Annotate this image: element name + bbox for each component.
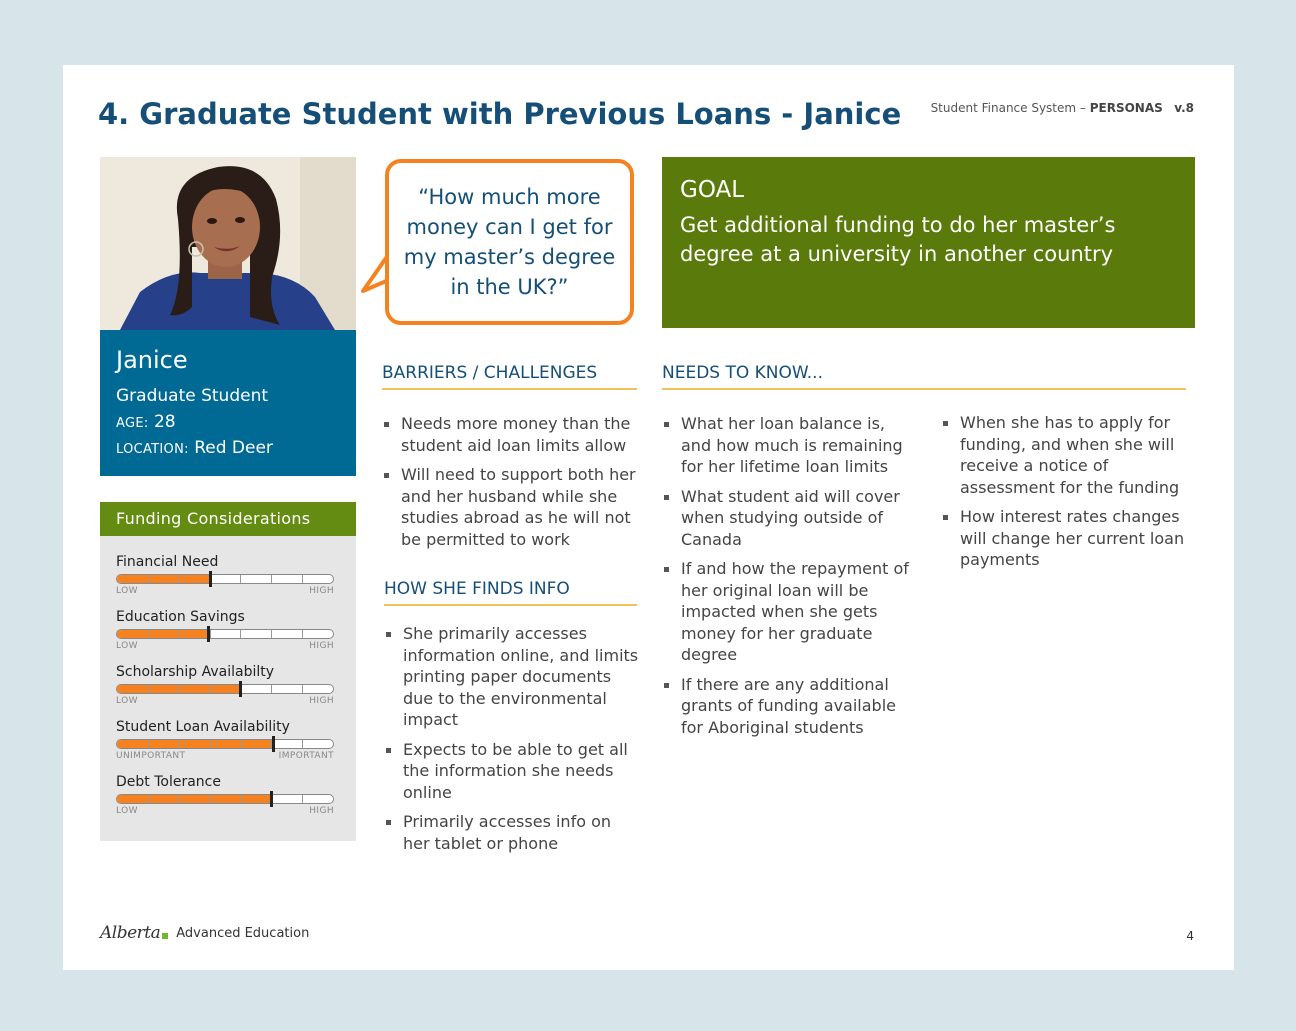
level-marker	[272, 736, 275, 752]
level-bar-tick	[240, 575, 241, 583]
scale-low-label: UNIMPORTANT	[116, 751, 186, 761]
list-item: What student aid will cover when studying outside of Canada	[662, 486, 910, 551]
level-marker	[207, 626, 210, 642]
needs-to-know-heading: NEEDS TO KNOW...	[662, 363, 1186, 390]
level-bar-tick	[210, 740, 211, 748]
level-bar-tick	[240, 630, 241, 638]
meta-section: PERSONAS	[1089, 101, 1163, 115]
persona-location	[116, 436, 340, 462]
level-bar-track	[116, 574, 334, 584]
goal-panel	[662, 157, 1195, 328]
scale-high-label: HIGH	[309, 806, 334, 816]
metric-name: Scholarship Availabilty	[116, 664, 275, 680]
level-bar-tick	[271, 685, 272, 693]
meta-version: v.8	[1174, 101, 1194, 115]
level-bar-fill	[117, 630, 208, 638]
scale-low-label: LOW	[116, 806, 138, 816]
barriers-heading: BARRIERS / CHALLENGES	[382, 363, 637, 390]
level-bar	[116, 574, 334, 584]
level-marker	[270, 791, 273, 807]
level-bar-tick	[302, 740, 303, 748]
metric-name: Debt Tolerance	[116, 774, 221, 790]
department-name: Advanced Education	[176, 925, 310, 941]
meta-prefix: Student Finance System –	[930, 101, 1090, 115]
scale-low-label: LOW	[116, 586, 138, 596]
level-bar-tick	[271, 630, 272, 638]
list-item: What her loan balance is, and how much is remaining for her lifetime loan limits	[662, 413, 910, 478]
list-item: Primarily accesses info on her tablet or phone	[384, 811, 642, 854]
metric-student-loan-availability	[116, 719, 334, 761]
level-bar-tick	[302, 575, 303, 583]
level-bar-tick	[240, 740, 241, 748]
alberta-logo	[100, 923, 309, 943]
age-label: AGE:	[116, 416, 149, 431]
level-bar-tick	[302, 630, 303, 638]
list-item: She primarily accesses information online, and limits printing paper documents due to the environmental impact	[384, 623, 642, 731]
level-bar	[116, 794, 334, 804]
level-bar-tick	[148, 795, 149, 803]
list-item: Will need to support both her and her husband while she studies abroad as he will not be permitted to work	[382, 464, 640, 550]
persona-name: Janice	[116, 346, 188, 374]
level-bar-tick	[240, 795, 241, 803]
level-bar-track	[116, 684, 334, 694]
level-bar-tick	[148, 685, 149, 693]
level-bar	[116, 739, 334, 749]
level-bar-fill	[117, 740, 273, 748]
metric-debt-tolerance	[116, 774, 334, 816]
persona-id-card	[100, 330, 356, 476]
list-item: When she has to apply for funding, and when she will receive a notice of assessment for the funding	[941, 412, 1191, 498]
level-bar-tick	[179, 575, 180, 583]
level-bar-track	[116, 794, 334, 804]
scale-low-label: LOW	[116, 641, 138, 651]
slide	[63, 65, 1234, 970]
level-bar-fill	[117, 795, 270, 803]
level-bar-tick	[210, 630, 211, 638]
funding-considerations-panel	[100, 536, 356, 841]
metric-scholarship-availability	[116, 664, 334, 706]
scale-high-label: HIGH	[309, 641, 334, 651]
metric-financial-need	[116, 554, 334, 596]
quote-bubble	[385, 159, 634, 325]
scale-high-label: IMPORTANT	[278, 751, 334, 761]
scale-low-label: LOW	[116, 696, 138, 706]
age-value: 28	[153, 412, 176, 432]
goal-text: Get additional funding to do her master’s degree at a university in another country	[680, 213, 1116, 266]
level-bar-tick	[148, 575, 149, 583]
needs-to-know-list-col1	[662, 413, 910, 746]
list-item: Expects to be able to get all the information she needs online	[384, 739, 642, 804]
funding-considerations-heading: Funding Considerations	[100, 502, 356, 536]
page-title: 4. Graduate Student with Previous Loans - Janice	[98, 97, 902, 131]
level-marker	[209, 571, 212, 587]
level-bar-tick	[210, 795, 211, 803]
level-bar-track	[116, 629, 334, 639]
scale-high-label: HIGH	[309, 696, 334, 706]
list-item: If and how the repayment of her original loan will be impacted when she gets money for her graduate degree	[662, 558, 910, 666]
level-bar	[116, 684, 334, 694]
barriers-list	[382, 413, 640, 558]
persona-age	[116, 410, 340, 436]
level-bar-tick	[148, 630, 149, 638]
location-label: LOCATION:	[116, 442, 189, 457]
level-bar-tick	[271, 575, 272, 583]
level-bar-tick	[179, 795, 180, 803]
level-bar-tick	[148, 740, 149, 748]
page-number: 4	[1186, 929, 1194, 943]
list-item: If there are any additional grants of funding available for Aboriginal students	[662, 674, 910, 739]
list-item: How interest rates changes will change her current loan payments	[941, 506, 1191, 571]
level-marker	[239, 681, 242, 697]
logo-square-icon	[162, 933, 168, 939]
metric-name: Financial Need	[116, 554, 219, 570]
level-bar-tick	[179, 630, 180, 638]
logo-wordmark: Alberta	[100, 923, 161, 943]
needs-to-know-list-col2	[941, 412, 1191, 579]
metric-name: Education Savings	[116, 609, 245, 625]
metric-education-savings	[116, 609, 334, 651]
header-meta	[931, 101, 1194, 115]
scale-high-label: HIGH	[309, 586, 334, 596]
persona-portrait-illustration	[100, 157, 356, 330]
finds-info-heading: HOW SHE FINDS INFO	[384, 579, 637, 606]
persona-photo	[100, 157, 356, 330]
level-bar-tick	[302, 795, 303, 803]
metric-name: Student Loan Availability	[116, 719, 290, 735]
level-bar-tick	[179, 685, 180, 693]
level-bar	[116, 629, 334, 639]
persona-role: Graduate Student	[116, 386, 269, 406]
goal-label: GOAL	[680, 177, 745, 203]
level-bar-tick	[302, 685, 303, 693]
persona-quote: “How much more money can I get for my master’s degree in the UK?”	[403, 185, 616, 299]
level-bar-fill	[117, 575, 210, 583]
location-value: Red Deer	[194, 438, 273, 458]
level-bar-track	[116, 739, 334, 749]
list-item: Needs more money than the student aid loan limits allow	[382, 413, 640, 456]
finds-info-list	[384, 623, 642, 862]
level-bar-tick	[210, 685, 211, 693]
level-bar-tick	[179, 740, 180, 748]
